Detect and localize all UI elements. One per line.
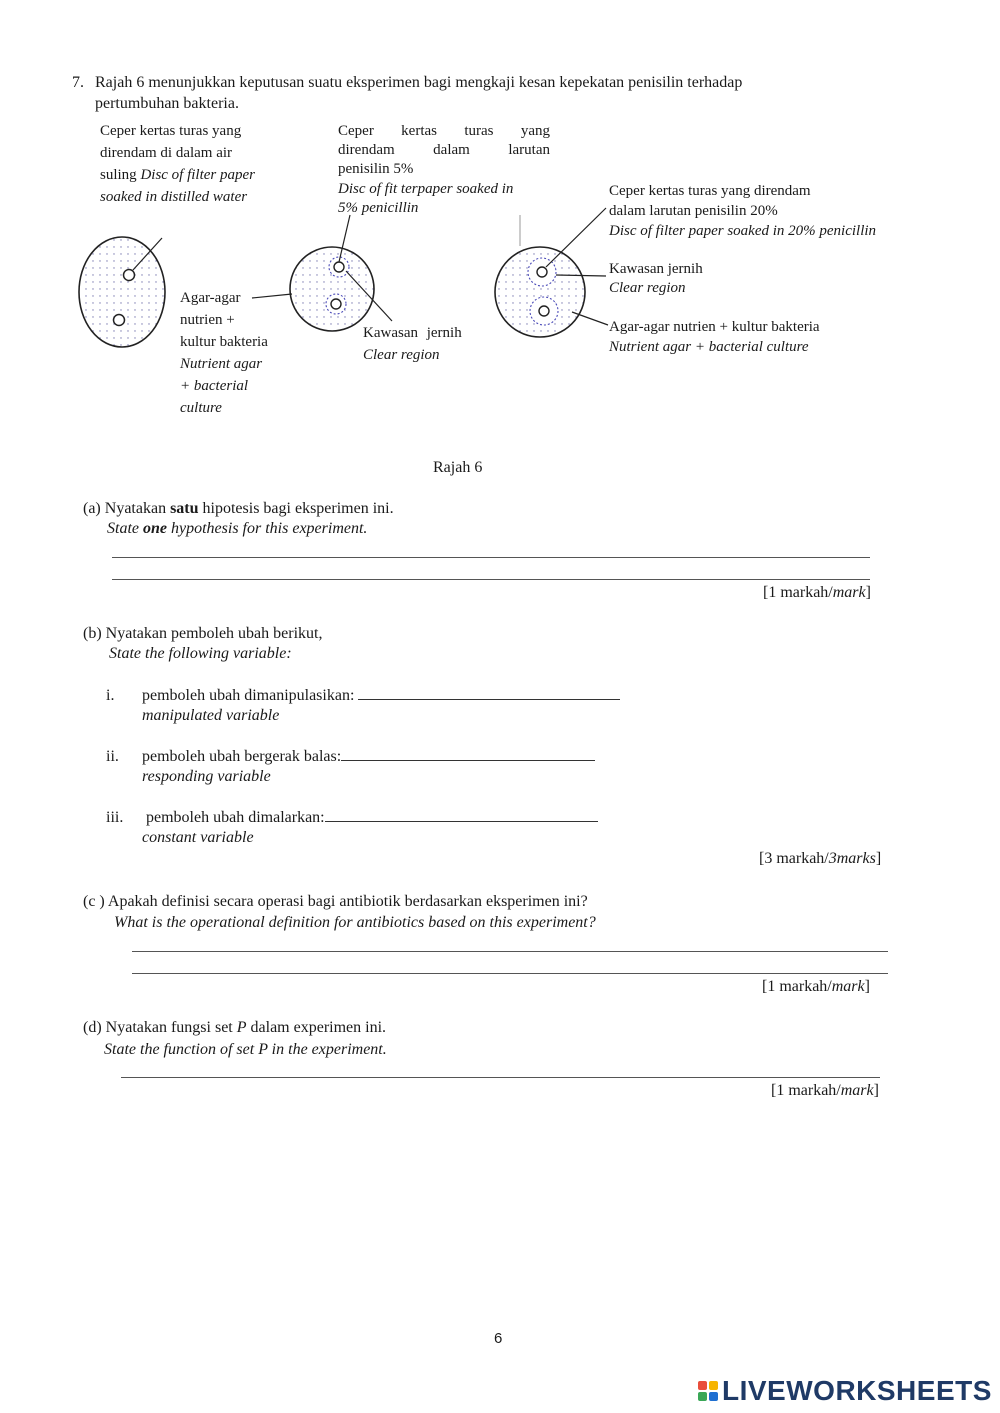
part-d-ms-pre: Nyatakan fungsi set [105, 1019, 233, 1036]
part-d-ms-var: P [236, 1019, 247, 1036]
brand-name: LIVEWORKSHEETS [722, 1375, 992, 1406]
part-b-item-num: iii. [106, 809, 124, 826]
filter-disc [124, 270, 135, 281]
label-water-ms-3: suling [100, 167, 137, 183]
agar-en-1: Nutrient agar [180, 356, 263, 372]
clear-en-right: Clear region [609, 280, 686, 296]
question-number: 7. [72, 74, 84, 91]
part-a-ms-post: hipotesis bagi eksperimen ini. [202, 500, 394, 517]
part-b-label: (b) [83, 625, 102, 642]
part-a-ms-pre: Nyatakan [104, 500, 167, 517]
part-c-en: What is the operational definition for antibiotics based on this experiment? [114, 914, 596, 931]
page-number: 6 [494, 1330, 503, 1347]
agar-en-2: + bacterial [180, 378, 249, 394]
part-c-label: (c ) [83, 893, 105, 910]
label-5-en-1: Disc of fit terpaper soaked in [338, 181, 514, 197]
part-b-item-num: i. [106, 687, 115, 704]
part-d-en: State the function of set P in the experiment. [104, 1041, 387, 1058]
clear-ms-right: Kawasan jernih [609, 261, 703, 277]
question-intro-line2: pertumbuhan bakteria. [95, 95, 239, 112]
label-20-en: Disc of filter paper soaked in 20% penicillin [609, 223, 877, 239]
label-5-ms-3: penisilin 5% [338, 161, 414, 177]
agar-right-ms: Agar-agar nutrien + kultur bakteria [609, 319, 820, 335]
agar-right-en: Nutrient agar + bacterial culture [609, 339, 809, 355]
filter-disc [334, 262, 344, 272]
label-20-ms-2: dalam larutan penisilin 20% [609, 203, 778, 219]
filter-disc [331, 299, 341, 309]
answer-line-c1[interactable] [132, 951, 888, 952]
answer-line-c2[interactable] [132, 973, 888, 974]
petri-dish-5-percent [290, 215, 392, 331]
agar-en-3: culture [180, 400, 222, 416]
part-d-label: (d) [83, 1019, 102, 1036]
answer-line-d1[interactable] [121, 1077, 880, 1078]
label-5-en-2: 5% penicillin [338, 200, 419, 216]
label-water-ms-2: direndam di dalam air [100, 145, 233, 161]
part-b-ms: Nyatakan pemboleh ubah berikut, [105, 625, 323, 642]
part-a-en-post: hypothesis for this experiment. [171, 520, 368, 537]
part-c-ms: Apakah definisi secara operasi bagi antibiotik berdasarkan eksperimen ini? [107, 893, 588, 910]
question-intro-line1: Rajah 6 menunjukkan keputusan suatu eksperimen bagi mengkaji kesan kepekatan penisilin terhadap [95, 74, 743, 91]
label-20-ms-1: Ceper kertas turas yang direndam [609, 183, 811, 199]
clear-ms-mid: Kawasan jernih [363, 325, 462, 341]
part-a-en-bold: one [143, 520, 167, 537]
part-b-item-ms: pemboleh ubah bergerak balas: [142, 748, 342, 765]
clear-en-mid: Clear region [363, 347, 440, 363]
part-c-marks: [1 markah/mark] [762, 978, 870, 995]
part-b-marks: [3 markah/3marks] [759, 850, 882, 867]
answer-blank-constant[interactable] [325, 807, 598, 822]
answer-blank-manipulated[interactable] [358, 685, 620, 700]
label-5-ms-1: Ceper kertas turas yang [338, 123, 550, 139]
part-b-en: State the following variable: [109, 645, 292, 662]
brand-logo-icon [698, 1381, 718, 1401]
part-b-item-ms: pemboleh ubah dimanipulasikan: [142, 687, 355, 704]
agar-ms-1: Agar-agar [180, 290, 241, 306]
label-5-ms-2: direndam dalam larutan [338, 142, 550, 158]
answer-blank-responding[interactable] [341, 746, 595, 761]
agar-ms-2: nutrien + [180, 312, 235, 328]
part-a-en-pre: State [107, 520, 139, 537]
petri-dish-water [79, 237, 165, 347]
label-water-en-3: Disc of filter paper [140, 167, 256, 183]
part-b-item-num: ii. [106, 748, 119, 765]
filter-disc [537, 267, 547, 277]
part-b-item-en: constant variable [142, 829, 254, 846]
part-b-item-ms: pemboleh ubah dimalarkan: [146, 809, 325, 826]
label-water-en-4: soaked in distilled water [100, 189, 248, 205]
part-b-item-en: responding variable [142, 768, 271, 785]
part-a-marks: [1 markah/mark] [763, 584, 871, 601]
label-water-ms-1: Ceper kertas turas yang [100, 123, 242, 139]
petri-dish-20-percent [495, 208, 608, 337]
part-b-item-en: manipulated variable [142, 707, 280, 724]
filter-disc [539, 306, 549, 316]
part-a-ms-bold: satu [170, 500, 199, 517]
answer-line-a2[interactable] [112, 579, 870, 580]
part-a-label: (a) [83, 500, 101, 517]
figure-caption: Rajah 6 [433, 459, 483, 476]
brand-logo [698, 1374, 992, 1408]
part-d-marks: [1 markah/mark] [771, 1082, 879, 1099]
part-d-ms-post: dalam experimen ini. [250, 1019, 387, 1036]
agar-ms-3: kultur bakteria [180, 334, 268, 350]
answer-line-a1[interactable] [112, 557, 870, 558]
filter-disc [114, 315, 125, 326]
